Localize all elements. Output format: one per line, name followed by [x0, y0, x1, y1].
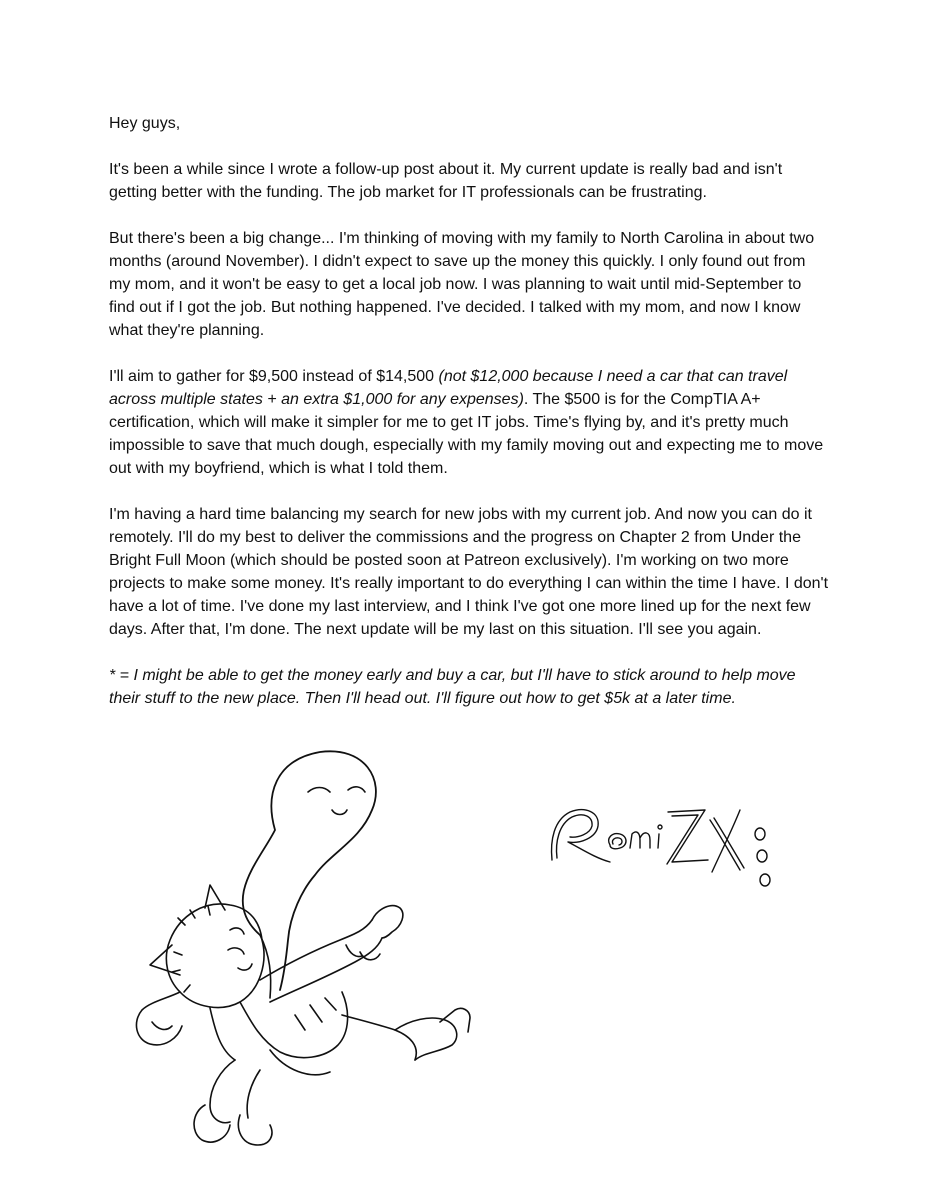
- illustration: [110, 740, 500, 1180]
- paragraph-3: [109, 365, 829, 480]
- paragraph-3-end: . The $500 is for the CompTIA A+ certification, which will make it simpler for me to get IT jobs. Time's flying by, and it's pretty much impossible to save that much dough, especially with my family moving out and expecting me to move out with my boyfriend, which is what I told them.: [109, 391, 824, 477]
- ghost-and-cat-drawing: [110, 740, 500, 1180]
- paragraph-3-italic: (not $12,000 because I need a car that can travel across multiple states + an extra $1,000 for any expenses): [109, 368, 788, 408]
- greeting: Hey guys,: [109, 115, 181, 132]
- signature: [540, 790, 790, 900]
- letter-body: [109, 112, 829, 710]
- footnote: * = I might be able to get the money early and buy a car, but I'll have to stick around to help move their stuff to the new place. Then I'll head out. I'll figure out how to get $5k at a later time.: [109, 667, 796, 707]
- signature-icon: [540, 790, 790, 900]
- paragraph-1: It's been a while since I wrote a follow-up post about it. My current update is really bad and isn't getting better with the funding. The job market for IT professionals can be frustrating.: [109, 161, 783, 201]
- paragraph-4: I'm having a hard time balancing my search for new jobs with my current job. And now you can do it remotely. I'll do my best to deliver the commissions and the progress on Chapter 2 from Under the Bright Full Moon (which should be posted soon at Patreon exclusively). I'm working on two more projects to make some money. It's really important to do everything I can within the time I have. I don't have a lot of time. I've done my last interview, and I think I've got one more lined up for the next few days. After that, I'm done. The next update will be my last on this situation. I'll see you again.: [109, 506, 829, 638]
- paragraph-3-start: I'll aim to gather for $9,500 instead of $14,500: [109, 368, 439, 385]
- cat-head: [166, 904, 264, 1007]
- paragraph-2: But there's been a big change... I'm thinking of moving with my family to North Carolina in about two months (around November). I didn't expect to save up the money this quickly. I only found out from my mom, and it won't be easy to get a local job now. I was planning to wait until mid-September to find out if I got the job. But nothing happened. I've decided. I talked with my mom, and now I know what they're planning.: [109, 230, 815, 339]
